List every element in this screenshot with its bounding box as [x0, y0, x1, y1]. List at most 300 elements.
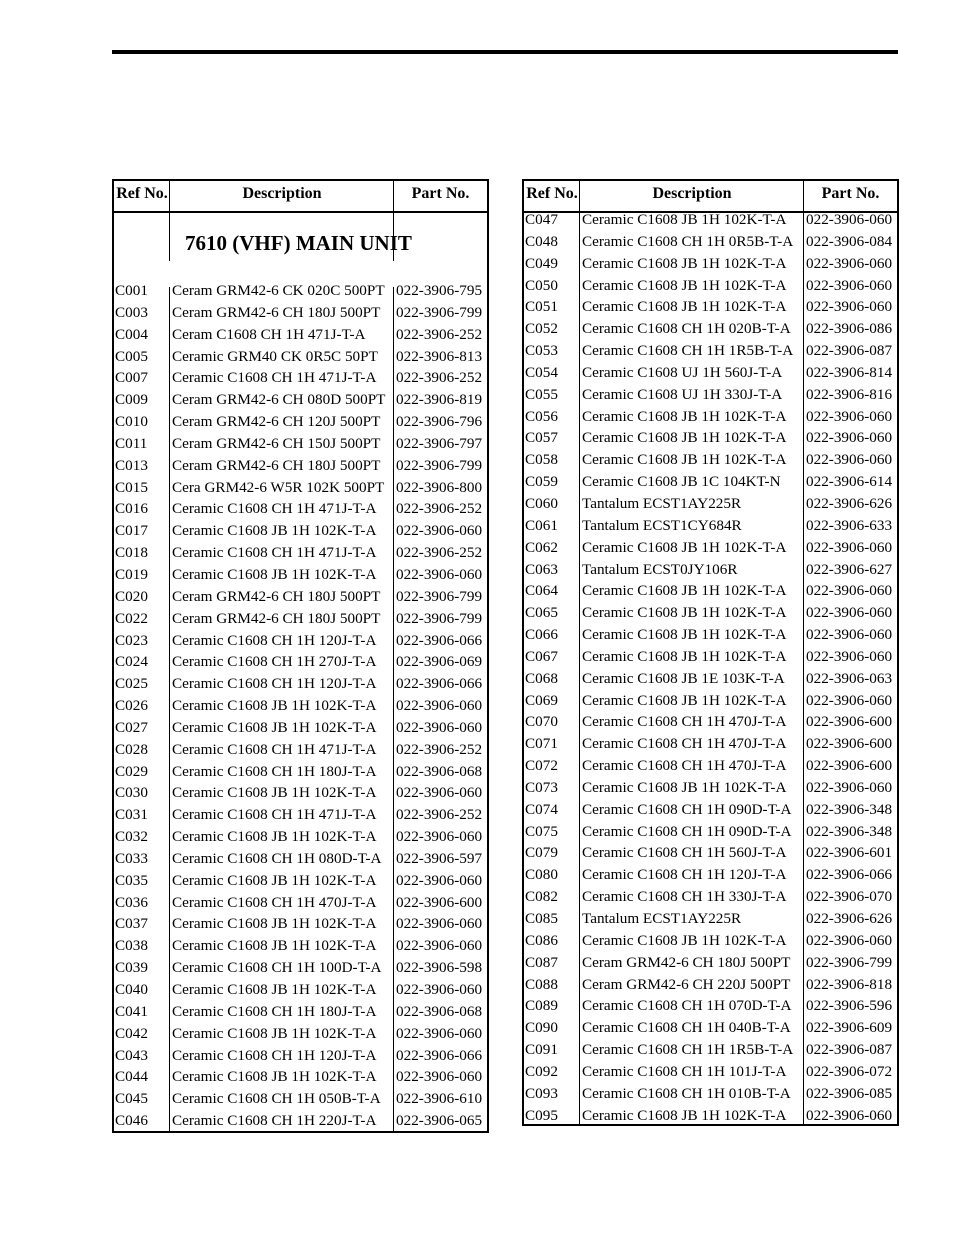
description-cell: Ceramic C1608 JB 1H 102K-T-A	[582, 298, 787, 316]
part-number-cell: 022-3906-626	[806, 494, 893, 512]
ref-cell: C071	[525, 735, 558, 753]
description-cell: Ceramic C1608 CH 1H 120J-T-A	[172, 675, 377, 693]
description-cell: Ceramic C1608 CH 1H 101J-T-A	[582, 1062, 787, 1080]
part-number-cell: 022-3906-252	[396, 740, 483, 758]
table-row	[524, 1061, 897, 1083]
part-number-cell: 022-3906-600	[806, 713, 893, 731]
description-cell: Ceramic C1608 CH 1H 090D-T-A	[582, 800, 792, 818]
table-row	[114, 542, 487, 564]
table-row	[114, 957, 487, 979]
table-row	[524, 340, 897, 362]
table-row	[524, 449, 897, 471]
part-number-cell: 022-3906-060	[806, 691, 893, 709]
part-number-cell: 022-3906-797	[396, 434, 483, 452]
ref-cell: C015	[115, 478, 148, 496]
table-row	[524, 559, 897, 581]
description-cell: Ceram GRM42-6 CH 180J 500PT	[172, 303, 381, 321]
part-number-cell: 022-3906-600	[806, 735, 893, 753]
description-cell: Tantalum ECST0JY106R	[582, 560, 738, 578]
table-row	[524, 384, 897, 406]
table-row	[114, 630, 487, 652]
top-rule	[112, 50, 898, 54]
part-number-cell: 022-3906-252	[396, 500, 483, 518]
description-cell: Ceramic C1608 JB 1H 102K-T-A	[582, 1106, 787, 1124]
ref-cell: C038	[115, 937, 148, 955]
ref-cell: C068	[525, 669, 558, 687]
part-number-cell: 022-3906-252	[396, 544, 483, 562]
part-number-cell: 022-3906-626	[806, 910, 893, 927]
ref-cell: C060	[525, 494, 558, 512]
table-row	[524, 1017, 897, 1039]
ref-cell: C042	[115, 1024, 148, 1042]
part-number-cell: 022-3906-814	[806, 363, 893, 381]
ref-cell: C082	[525, 888, 558, 906]
section-title: 7610 (VHF) MAIN UNIT	[185, 231, 412, 255]
table-row	[524, 1083, 897, 1105]
part-number-cell: 022-3906-799	[806, 953, 893, 971]
part-number-cell: 022-3906-610	[396, 1090, 483, 1108]
part-number-cell: 022-3906-068	[396, 762, 483, 780]
part-number-cell: 022-3906-614	[806, 473, 893, 491]
part-number-cell: 022-3906-087	[806, 342, 893, 360]
part-number-cell: 022-3906-085	[806, 1084, 893, 1102]
ref-cell: C052	[525, 320, 558, 338]
description-cell: Ceramic C1608 JB 1H 102K-T-A	[582, 691, 787, 709]
header-part-no: Part No.	[411, 185, 470, 202]
description-cell: Ceramic C1608 JB 1H 102K-T-A	[172, 981, 377, 998]
ref-cell: C063	[525, 560, 558, 578]
description-cell: Ceramic C1608 JB 1H 102K-T-A	[582, 626, 787, 644]
table-row	[524, 821, 897, 843]
ref-cell: C091	[525, 1041, 558, 1059]
part-number-cell: 022-3906-252	[396, 806, 483, 824]
part-number-cell: 022-3906-069	[396, 653, 483, 671]
table-row	[524, 733, 897, 755]
ref-cell: C055	[525, 385, 558, 403]
part-number-cell: 022-3906-609	[806, 1019, 893, 1037]
part-number-cell: 022-3906-633	[806, 516, 893, 534]
description-cell: Tantalum ECST1CY684R	[582, 516, 742, 534]
description-cell: Ceramic C1608 JB 1H 102K-T-A	[172, 522, 377, 540]
ref-cell: C026	[115, 697, 148, 715]
part-number-cell: 022-3906-060	[396, 871, 483, 889]
part-number-cell: 022-3906-063	[806, 669, 893, 687]
ref-cell: C004	[115, 325, 148, 343]
part-number-cell: 022-3906-060	[806, 931, 893, 949]
table-row	[524, 690, 897, 712]
table-row	[114, 717, 487, 739]
description-cell: Tantalum ECST1AY225R	[582, 494, 742, 512]
description-cell: Ceramic C1608 CH 1H 020B-T-A	[582, 320, 791, 338]
table-row	[524, 427, 897, 449]
ref-cell: C046	[115, 1112, 148, 1130]
ref-cell: C062	[525, 538, 558, 556]
ref-cell: C069	[525, 691, 558, 709]
part-number-cell: 022-3906-060	[806, 604, 893, 622]
table-row	[524, 842, 897, 864]
part-number-cell: 022-3906-600	[806, 757, 893, 775]
ref-cell: C003	[115, 303, 148, 321]
table-row	[524, 668, 897, 690]
table-row	[114, 1023, 487, 1045]
table-row	[114, 302, 487, 324]
table-row	[114, 1001, 487, 1023]
ref-cell: C048	[525, 232, 558, 250]
table-row	[114, 389, 487, 411]
ref-cell: C016	[115, 500, 148, 518]
table-row	[114, 695, 487, 717]
description-cell: Ceramic C1608 CH 1H 471J-T-A	[172, 369, 377, 387]
table-row	[114, 848, 487, 870]
ref-cell: C036	[115, 893, 148, 911]
table-row	[524, 908, 897, 930]
table-row	[524, 952, 897, 974]
table-row	[114, 913, 487, 935]
ref-cell: C085	[525, 910, 558, 927]
part-number-cell: 022-3906-066	[806, 866, 893, 884]
ref-cell: C025	[115, 675, 148, 693]
part-number-cell: 022-3906-060	[806, 626, 893, 644]
description-cell: Ceramic C1608 JB 1H 102K-T-A	[582, 538, 787, 556]
table-row	[114, 564, 487, 586]
part-number-cell: 022-3906-060	[806, 582, 893, 600]
header-description: Description	[242, 185, 322, 202]
description-cell: Ceramic C1608 CH 1H 470J-T-A	[172, 893, 377, 911]
description-cell: Ceramic C1608 CH 1H 010B-T-A	[582, 1084, 791, 1102]
ref-cell: C047	[525, 211, 558, 228]
part-number-cell: 022-3906-060	[396, 1024, 483, 1042]
description-cell: Ceramic GRM40 CK 0R5C 50PT	[172, 347, 378, 365]
table-row	[114, 651, 487, 673]
description-cell: Ceram GRM42-6 CH 180J 500PT	[172, 587, 381, 605]
ref-cell: C044	[115, 1068, 148, 1086]
table-row	[524, 602, 897, 624]
part-number-cell: 022-3906-252	[396, 369, 483, 387]
ref-cell: C059	[525, 473, 558, 491]
description-cell: Ceramic C1608 CH 1H 070D-T-A	[582, 997, 792, 1015]
table-row	[524, 296, 897, 318]
part-number-cell: 022-3906-348	[806, 822, 893, 840]
ref-cell: C093	[525, 1084, 558, 1102]
part-number-cell: 022-3906-060	[806, 451, 893, 469]
ref-cell: C050	[525, 276, 558, 294]
table-row	[114, 979, 487, 1001]
table-row	[524, 362, 897, 384]
table-row	[524, 493, 897, 515]
part-number-cell: 022-3906-060	[806, 429, 893, 447]
part-number-cell: 022-3906-601	[806, 844, 893, 862]
part-number-cell: 022-3906-597	[396, 849, 483, 867]
part-number-cell: 022-3906-060	[396, 1068, 483, 1086]
table-row	[524, 253, 897, 275]
part-number-cell: 022-3906-813	[396, 347, 483, 365]
table-row	[114, 1110, 487, 1132]
description-cell: Ceramic C1608 JB 1H 102K-T-A	[582, 211, 787, 228]
part-number-cell: 022-3906-816	[806, 385, 893, 403]
ref-cell: C075	[525, 822, 558, 840]
ref-cell: C054	[525, 363, 558, 381]
ref-cell: C073	[525, 778, 558, 796]
table-row	[114, 520, 487, 542]
table-row	[114, 280, 487, 302]
ref-cell: C009	[115, 391, 148, 409]
part-number-cell: 022-3906-795	[396, 282, 483, 299]
description-cell: Ceram GRM42-6 CH 180J 500PT	[582, 953, 791, 971]
description-cell: Ceramic C1608 CH 1H 470J-T-A	[582, 757, 787, 775]
header-part-no: Part No.	[821, 185, 880, 202]
table-row	[524, 777, 897, 799]
header-ref: Ref No.	[116, 185, 168, 202]
header-description: Description	[652, 185, 732, 202]
ref-cell: C065	[525, 604, 558, 622]
ref-cell: C018	[115, 544, 148, 562]
description-cell: Ceramic C1608 CH 1H 120J-T-A	[172, 1046, 377, 1064]
ref-cell: C001	[115, 282, 148, 299]
ref-cell: C005	[115, 347, 148, 365]
table-row	[114, 411, 487, 433]
part-number-cell: 022-3906-060	[396, 937, 483, 955]
description-cell: Ceramic C1608 CH 1H 471J-T-A	[172, 500, 377, 518]
part-number-cell: 022-3906-596	[806, 997, 893, 1015]
ref-cell: C019	[115, 565, 148, 583]
part-number-cell: 022-3906-060	[396, 697, 483, 715]
description-cell: Ceramic C1608 JB 1H 102K-T-A	[582, 582, 787, 600]
part-number-cell: 022-3906-060	[396, 784, 483, 802]
table-row	[524, 275, 897, 297]
ref-cell: C032	[115, 828, 148, 846]
ref-cell: C070	[525, 713, 558, 731]
description-cell: Ceramic C1608 CH 1H 120J-T-A	[582, 866, 787, 884]
description-cell: Ceramic C1608 JB 1H 102K-T-A	[172, 565, 377, 583]
description-cell: Tantalum ECST1AY225R	[582, 910, 742, 927]
ref-cell: C020	[115, 587, 148, 605]
table-row	[114, 935, 487, 957]
part-number-cell: 022-3906-060	[806, 407, 893, 425]
description-cell: Ceramic C1608 CH 1H 270J-T-A	[172, 653, 377, 671]
part-number-cell: 022-3906-252	[396, 325, 483, 343]
description-cell: Ceramic C1608 CH 1H 100D-T-A	[172, 959, 382, 977]
description-cell: Ceram GRM42-6 CH 180J 500PT	[172, 609, 381, 627]
description-cell: Ceramic C1608 CH 1H 560J-T-A	[582, 844, 787, 862]
description-cell: Ceramic C1608 JB 1H 102K-T-A	[582, 451, 787, 469]
description-cell: Ceramic C1608 JB 1H 102K-T-A	[172, 828, 377, 846]
part-number-cell: 022-3906-060	[806, 647, 893, 665]
description-cell: Ceramic C1608 JB 1E 103K-T-A	[582, 669, 785, 687]
part-number-cell: 022-3906-819	[396, 391, 483, 409]
part-number-cell: 022-3906-068	[396, 1002, 483, 1020]
ref-cell: C053	[525, 342, 558, 360]
ref-cell: C092	[525, 1062, 558, 1080]
description-cell: Ceram GRM42-6 CH 220J 500PT	[582, 975, 791, 993]
ref-cell: C039	[115, 959, 148, 977]
table-row	[114, 608, 487, 630]
part-number-cell: 022-3906-060	[806, 298, 893, 316]
table-row	[114, 782, 487, 804]
part-number-cell: 022-3906-066	[396, 1046, 483, 1064]
description-cell: Ceramic C1608 CH 1H 080D-T-A	[172, 849, 382, 867]
table-row	[524, 995, 897, 1017]
description-cell: Ceramic C1608 JB 1H 102K-T-A	[172, 1024, 377, 1042]
ref-cell: C011	[115, 434, 148, 452]
part-number-cell: 022-3906-799	[396, 303, 483, 321]
table-row	[524, 515, 897, 537]
table-row	[524, 886, 897, 908]
table-row	[114, 586, 487, 608]
table-row	[524, 711, 897, 733]
table-row	[114, 346, 487, 368]
table-row	[524, 537, 897, 559]
ref-cell: C043	[115, 1046, 148, 1064]
table-row	[114, 761, 487, 783]
ref-cell: C056	[525, 407, 558, 425]
ref-cell: C007	[115, 369, 148, 387]
header-ref: Ref No.	[526, 185, 578, 202]
description-cell: Ceramic C1608 JB 1H 102K-T-A	[172, 871, 377, 889]
table-row	[114, 1088, 487, 1110]
part-number-cell: 022-3906-066	[396, 675, 483, 693]
ref-cell: C037	[115, 915, 148, 933]
part-number-cell: 022-3906-598	[396, 959, 483, 977]
ref-cell: C080	[525, 866, 558, 884]
table-row	[114, 826, 487, 848]
table-row	[114, 1045, 487, 1067]
part-number-cell: 022-3906-072	[806, 1062, 893, 1080]
ref-cell: C051	[525, 298, 558, 316]
description-cell: Ceramic C1608 CH 1H 180J-T-A	[172, 762, 377, 780]
part-number-cell: 022-3906-799	[396, 609, 483, 627]
parts-table-right	[522, 179, 899, 1126]
ref-cell: C095	[525, 1106, 558, 1124]
ref-cell: C010	[115, 413, 148, 431]
ref-cell: C024	[115, 653, 148, 671]
ref-cell: C035	[115, 871, 148, 889]
table-row	[524, 231, 897, 253]
ref-cell: C045	[115, 1090, 148, 1108]
description-cell: Ceramic C1608 JB 1H 102K-T-A	[582, 647, 787, 665]
part-number-cell: 022-3906-060	[806, 538, 893, 556]
description-cell: Cera GRM42-6 W5R 102K 500PT	[172, 478, 385, 496]
ref-cell: C028	[115, 740, 148, 758]
description-cell: Ceramic C1608 JB 1H 102K-T-A	[582, 604, 787, 622]
ref-cell: C074	[525, 800, 558, 818]
description-cell: Ceram GRM42-6 CH 180J 500PT	[172, 456, 381, 474]
part-number-cell: 022-3906-348	[806, 800, 893, 818]
description-cell: Ceramic C1608 UJ 1H 330J-T-A	[582, 385, 783, 403]
description-cell: Ceramic C1608 JB 1H 102K-T-A	[582, 276, 787, 294]
ref-cell: C033	[115, 849, 148, 867]
ref-cell: C049	[525, 254, 558, 272]
part-number-cell: 022-3906-627	[806, 560, 893, 578]
table-row	[524, 755, 897, 777]
description-cell: Ceramic C1608 JB 1H 102K-T-A	[582, 931, 787, 949]
ref-cell: C088	[525, 975, 558, 993]
part-number-cell: 022-3906-799	[396, 456, 483, 474]
part-number-cell: 022-3906-799	[396, 587, 483, 605]
description-cell: Ceram GRM42-6 CH 150J 500PT	[172, 434, 381, 452]
ref-cell: C090	[525, 1019, 558, 1037]
part-number-cell: 022-3906-086	[806, 320, 893, 338]
description-cell: Ceramic C1608 JB 1H 102K-T-A	[172, 937, 377, 955]
ref-cell: C040	[115, 981, 148, 998]
ref-cell: C064	[525, 582, 558, 600]
description-cell: Ceramic C1608 JB 1H 102K-T-A	[172, 718, 377, 736]
ref-cell: C067	[525, 647, 558, 665]
table-row	[114, 673, 487, 695]
table-row	[524, 318, 897, 340]
description-cell: Ceramic C1608 CH 1H 120J-T-A	[172, 631, 377, 649]
table-row	[114, 804, 487, 826]
column-divider	[169, 181, 170, 261]
part-number-cell: 022-3906-070	[806, 888, 893, 906]
ref-cell: C089	[525, 997, 558, 1015]
description-cell: Ceramic C1608 CH 1H 470J-T-A	[582, 713, 787, 731]
description-cell: Ceramic C1608 JB 1H 102K-T-A	[582, 778, 787, 796]
table-row	[114, 1066, 487, 1088]
part-number-cell: 022-3906-818	[806, 975, 893, 993]
description-cell: Ceram GRM42-6 CK 020C 500PT	[172, 282, 385, 299]
description-cell: Ceram GRM42-6 CH 080D 500PT	[172, 391, 386, 409]
description-cell: Ceramic C1608 JB 1H 102K-T-A	[172, 915, 377, 933]
description-cell: Ceramic C1608 JB 1H 102K-T-A	[582, 429, 787, 447]
part-number-cell: 022-3906-060	[396, 981, 483, 998]
part-number-cell: 022-3906-060	[396, 522, 483, 540]
part-number-cell: 022-3906-087	[806, 1041, 893, 1059]
ref-cell: C087	[525, 953, 558, 971]
part-number-cell: 022-3906-060	[396, 915, 483, 933]
part-number-cell: 022-3906-066	[396, 631, 483, 649]
part-number-cell: 022-3906-060	[396, 828, 483, 846]
description-cell: Ceram C1608 CH 1H 471J-T-A	[172, 325, 366, 343]
ref-cell: C027	[115, 718, 148, 736]
table-row	[114, 870, 487, 892]
part-number-cell: 022-3906-796	[396, 413, 483, 431]
description-cell: Ceramic C1608 CH 1H 220J-T-A	[172, 1112, 377, 1130]
description-cell: Ceram GRM42-6 CH 120J 500PT	[172, 413, 381, 431]
ref-cell: C022	[115, 609, 148, 627]
description-cell: Ceramic C1608 CH 1H 471J-T-A	[172, 740, 377, 758]
ref-cell: C031	[115, 806, 148, 824]
table-row	[524, 406, 897, 428]
ref-cell: C058	[525, 451, 558, 469]
table-row	[524, 974, 897, 996]
parts-table-left	[112, 179, 489, 1133]
ref-cell: C029	[115, 762, 148, 780]
part-number-cell: 022-3906-060	[806, 1106, 893, 1124]
ref-cell: C086	[525, 931, 558, 949]
table-row	[114, 433, 487, 455]
ref-cell: C013	[115, 456, 148, 474]
part-number-cell: 022-3906-060	[396, 565, 483, 583]
part-number-cell: 022-3906-060	[806, 211, 893, 228]
description-cell: Ceramic C1608 JB 1H 102K-T-A	[172, 697, 377, 715]
description-cell: Ceramic C1608 CH 1H 471J-T-A	[172, 806, 377, 824]
description-cell: Ceramic C1608 JB 1H 102K-T-A	[172, 784, 377, 802]
table-row	[524, 624, 897, 646]
left-rows	[114, 280, 487, 1132]
part-number-cell: 022-3906-084	[806, 232, 893, 250]
table-row	[524, 646, 897, 668]
table-row	[114, 892, 487, 914]
part-number-cell: 022-3906-800	[396, 478, 483, 496]
part-number-cell: 022-3906-060	[806, 254, 893, 272]
description-cell: Ceramic C1608 CH 1H 0R5B-T-A	[582, 232, 794, 250]
part-number-cell: 022-3906-060	[806, 276, 893, 294]
ref-cell: C057	[525, 429, 558, 447]
table-row	[524, 864, 897, 886]
ref-cell: C079	[525, 844, 558, 862]
table-row	[114, 477, 487, 499]
table-row	[524, 1039, 897, 1061]
